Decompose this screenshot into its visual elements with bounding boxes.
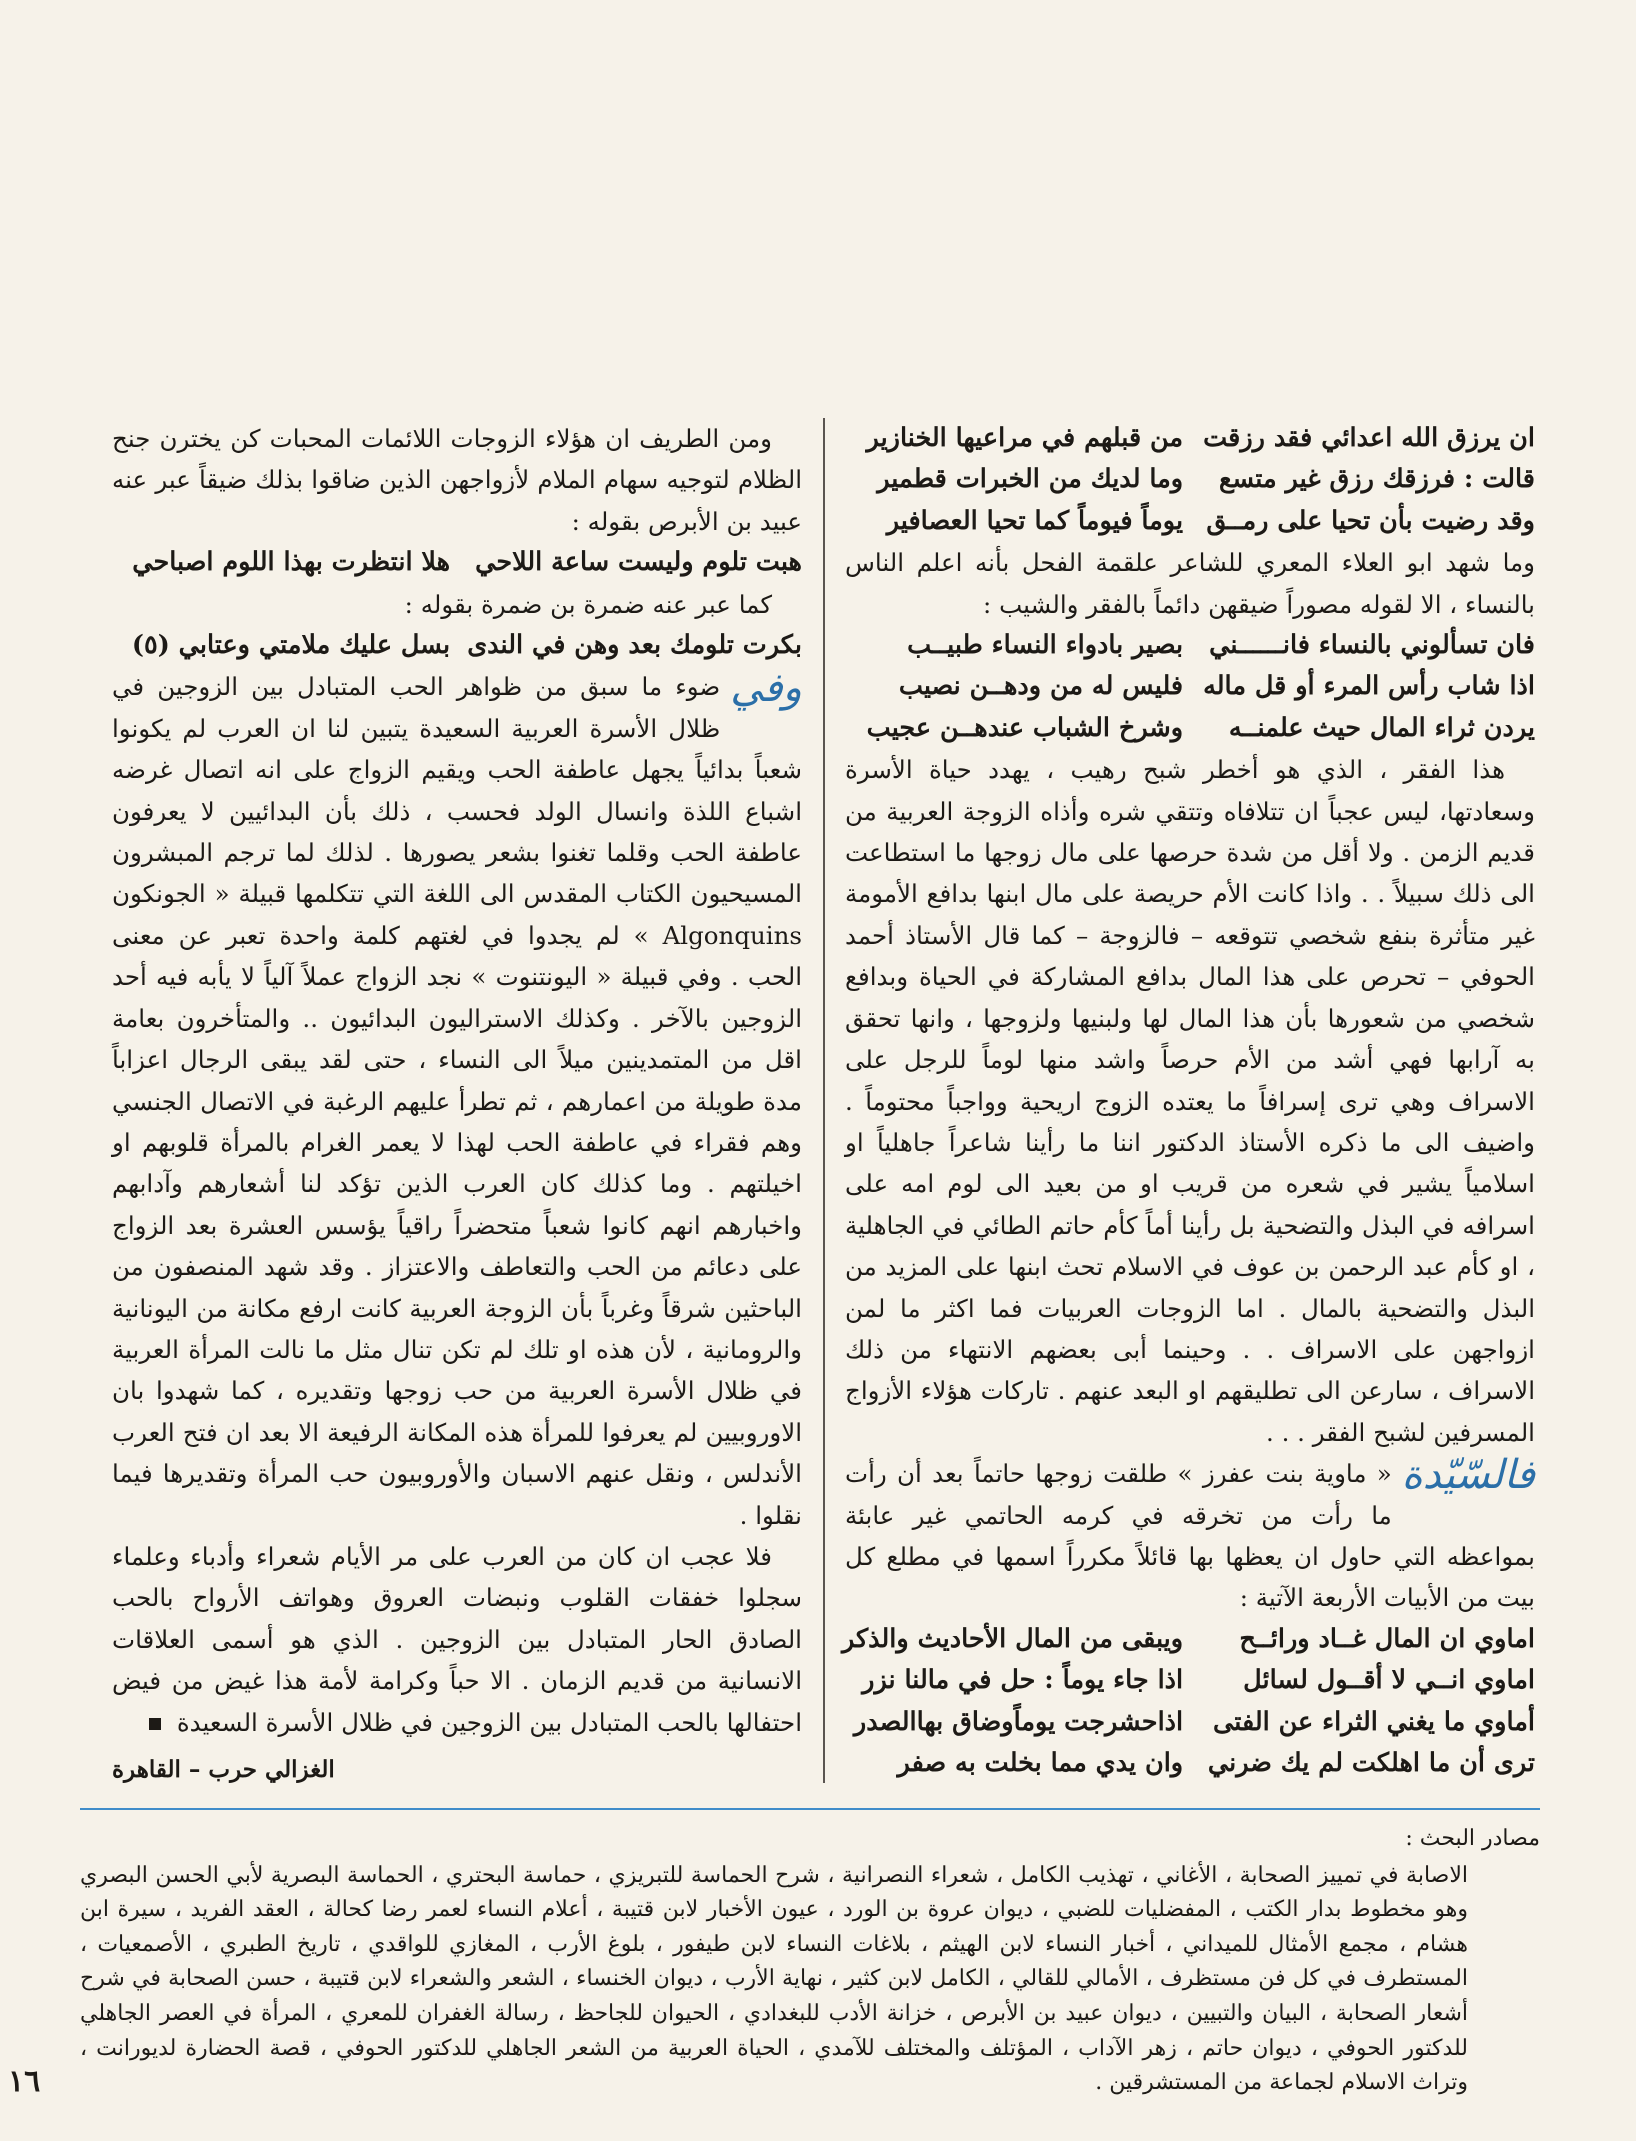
poem-verse [845, 1702, 1535, 1743]
sources-text: الاصابة في تمييز الصحابة ، الأغاني ، تهذيب الكامل ، شعراء النصرانية ، شرح الحماسة للتبريزي ، حماسة البحتري ، الحماسة البصرية لأبي الحسن البصري وهو مخطوط بدار الكتب ، المفضليات للضبي ، ديوان عروة بن الورد ، عيون الأخبار لابن قتيبة ، أعلام النساء لعمر رضا كحالة ، العقد الفريد ، سيرة ابن هشام ، مجمع الأمثال للميداني ، أخبار النساء لابن الهيثم ، بلاغات النساء لابن طيفور ، بلوغ الأرب ، المغازي للواقدي ، تاريخ الطبري ، الأصمعيات ، المستطرف في كل فن مستظرف ، الأمالي للقالي ، الكامل لابن كثير ، نهاية الأرب ، ديوان الخنساء ، الشعر والشعراء لابن قتيبة ، حسن الصحابة في شرح أشعار الصحابة ، البيان والتبيين ، ديوان عبيد بن الأبرص ، خزانة الأدب للبغدادي ، الحيوان للجاحظ ، رسالة الغفران للمعري ، المرأة في العصر الجاهلي للدكتور الحوفي ، ديوان حاتم ، زهر الآداب ، المؤتلف والمختلف للآمدي ، الحياة العربية من الشعر الجاهلي للدكتور الحوفي ، قصة الحضارة لديورانت ، وتراث الاسلام لجماعة من المستشرقين . [80, 1862, 1468, 2096]
verse-hemistich: بصير بادواء النساء طبيــب [907, 630, 1184, 661]
verse-hemistich: يردن ثراء المال حيث علمنــه [1228, 712, 1535, 743]
poem-verse [112, 625, 802, 666]
verse-hemistich: هبت تلوم وليست ساعة اللاحي [475, 547, 802, 578]
verse-hemistich: اذا جاء يوماً : حل في مالنا نزر [862, 1665, 1184, 1696]
paragraph [845, 1453, 1535, 1619]
paragraph-text: « ماوية بنت عفرز » طلقت زوجها حاتماً بعد أن رأت ما رأت من تخرقه في كرمه الحاتمي غير عابئة بمواعظه التي حاول ان يعظها بها قائلاً مكرراً اسمها في مطلع كل بيت من الأبيات الأربعة الآتية : [845, 1459, 1535, 1613]
verse-hemistich: ان يرزق الله اعدائي فقد رزقت [1203, 423, 1535, 453]
paragraph [112, 666, 802, 1536]
sources-section [80, 1822, 1540, 2101]
verse-hemistich: اماوي انــي لا أقــول لسائل [1243, 1665, 1535, 1696]
column-divider [823, 418, 825, 1783]
right-column [841, 418, 1535, 1784]
paragraph: وما شهد ابو العلاء المعري للشاعر علقمة الفحل بأنه اعلم الناس بالنساء ، الا لقوله مصوراً ضيقهن دائماً بالفقر والشيب : [845, 548, 1535, 619]
footer-rule [80, 1808, 1540, 1810]
paragraph: ومن الطريف ان هؤلاء الزوجات اللائمات المحبات كن يخترن جنح الظلام لتوجيه سهام الملام لأزواجهن الذين ضاقوا بذلك ضيقاً عبر عنه عبيد بن الأبرص بقوله : [112, 424, 802, 536]
poem-verse [845, 418, 1535, 459]
poem-verse [845, 1660, 1535, 1701]
paragraph: هذا الفقر ، الذي هو أخطر شبح رهيب ، يهدد حياة الأسرة وسعادتها، ليس عجباً ان تتلافاه وتتقي شره وأذاه الزوجة العربية من قديم الزمن . ولا أقل من شدة حرصها على مال زوجها ما استطاعت الى ذلك سبيلاً . . واذا كانت الأم حريصة على مال ابنها بدافع الأمومة غير متأثرة بنفع شخصي تتوقعه – فالزوجة – كما قال الأستاذ أحمد الحوفي – تحرص على هذا المال بدافع المشاركة في الحياة وبدافع شخصي من شعورها بأن هذا المال لها ولبنيها ولزوجها ، وانها تحقق به آرابها فهي أشد من الأم حرصاً واشد منها لوماً للرجل على الاسراف وهي ترى إسرافاً ما يعتده الزوج اريحية وواجباً محتوماً . واضيف الى ما ذكره الأستاذ الدكتور اننا ما رأينا شاعراً جاهلياً او اسلامياً يشير في شعره من قريب او من بعيد الى لوم امه على اسرافه في البذل والتضحية بل رأينا أماً كأم حاتم الطائي في الجاهلية ، او كأم عبد الرحمن بن عوف في الاسلام تحث ابنها على المزيد من البذل والتضحية بالمال . اما الزوجات العربيات فما اكثر ما لمن ازواجهن على الاسراف . . وحينما أبى بعضهم الانتهاء من ذلك الاسراف ، سارعن الى تطليقهم او البعد عنهم . تاركات هؤلاء الأزواج المسرفين لشبح الفقر . . . [845, 755, 1535, 1447]
author-signature: الغزالي حرب – القاهرة [112, 1756, 335, 1783]
verse-hemistich: بكرت تلومك بعد وهن في الندى [467, 630, 802, 661]
verse-hemistich: ترى أن ما اهلكت لم يك ضرني [1207, 1748, 1535, 1778]
verse-hemistich: هلا انتظرت بهذا اللوم اصباحي [132, 547, 451, 578]
verse-hemistich: بسل عليك ملامتي وعتابي (٥) [131, 630, 451, 661]
dropcap: فالسّيّدة [1401, 1452, 1535, 1499]
verse-hemistich: يوماً فيوماً كما تحيا العصافير [886, 505, 1184, 536]
paragraph-text: ضوء ما سبق من ظواهر الحب المتبادل بين الزوجين في ظلال الأسرة العربية السعيدة يتبين لنا ان العرب لم يكونوا شعباً بدائياً يجهل عاطفة الحب ويقيم الزواج على انه اتصال غرضه اشباع اللذة وانسال الولد فحسب ، ذلك بأن البدائيين لا يعرفون عاطفة الحب وقلما تغنوا بشعر يصورها . لذلك لما ترجم المبشرون المسيحيون الكتاب المقدس الى اللغة التي تتكلمها قبيلة « الجونكون Algonquins » لم يجدوا في لغتهم كلمة واحدة تعبر عن معنى الحب . وفي قبيلة « اليونتنوت » نجد الزواج عملاً آلياً لا يأبه فيه أحد الزوجين بالآخر . وكذلك الاستراليون البدائيون .. والمتأخرون بعامة اقل من المتمدينين ميلاً الى النساء ، حتى لقد يبقى الرجال اعزاباً مدة طويلة من اعمارهم ، ثم تطرأ عليهم الرغبة في الاتصال الجنسي وهم فقراء في عاطفة الحب لهذا لا يعمر الغرام بالمرأة قلوبهم او اخيلتهم . وما كذلك كان العرب الذين تؤكد لنا أشعارهم وآدابهم واخبارهم انهم كانوا شعباً متحضراً راقياً يؤسس العشرة بعد الزواج على دعائم من الحب والتعاطف والاعتزاز . وقد شهد المنصفون من الباحثين شرقاً وغرباً بأن الزوجة العربية كانت ارفع مكانة من اليونانية والرومانية ، لأن هذه او تلك لم تكن تنال مثل ما نالت المرأة العربية في ظلال الأسرة العربية من حب زوجها وتقديره ، كما شهدوا بان الاوروبيين لم يعرفوا للمرأة هذه المكانة الرفيعة الا بعد ان فتح العرب الأندلس ، ونقل عنهم الاسبان والأوروبيون حب المرأة وتقديرها فيما نقلوا . [112, 672, 802, 1530]
verse-hemistich: فليس له من ودهــن نصيب [898, 671, 1184, 702]
poem-verse [841, 1619, 1535, 1660]
verse-hemistich: وقد رضيت بأن تحيا على رمــق [1206, 505, 1535, 536]
verse-hemistich: أماوي ما يغني الثراء عن الفتى [1213, 1706, 1535, 1737]
poem-verse [845, 501, 1535, 542]
verse-hemistich: وما لديك من الخبرات قطمير [877, 464, 1184, 495]
poem-verse [845, 625, 1535, 666]
end-of-article-mark [149, 1718, 161, 1730]
verse-hemistich: اذا شاب رأس المرء أو قل ماله [1203, 671, 1535, 702]
poem-verse [112, 542, 802, 583]
paragraph: كما عبر عنه ضمرة بن ضمرة بقوله : [404, 589, 772, 619]
verse-hemistich: وان يدي مما بخلت به صفر [897, 1748, 1184, 1778]
poem-verses-2 [845, 625, 1535, 749]
verse-hemistich: اذاحشرجت يوماًوضاق بهاالصدر [853, 1706, 1184, 1737]
poem-verse [845, 459, 1535, 500]
verse-hemistich: من قبلهم في مراعيها الخنازير [866, 423, 1184, 453]
page-number: ١٦ [8, 2064, 41, 2099]
verse-hemistich: فان تسألوني بالنساء فانــــــني [1209, 630, 1535, 661]
verse-hemistich: وشرخ الشباب عندهــن عجيب [866, 712, 1184, 743]
paragraph-text: فلا عجب ان كان من العرب على مر الأيام شعراء وأدباء وعلماء سجلوا خفقات القلوب ونبضات العروق وهواتف الأرواح بالحب الصادق الحار المتبادل بين الزوجين . الذي هو أسمى العلاقات الانسانية من قديم الزمان . الا حباً وكرامة لأمة هذا غيض من فيض احتفالها بالحب المتبادل بين الزوجين في ظلال الأسرة السعيدة [112, 1541, 802, 1737]
poem-verse [845, 666, 1535, 707]
sources-title: مصادر البحث : [1405, 1826, 1540, 1851]
poem-verse [845, 1743, 1535, 1784]
dropcap: وفي [730, 665, 802, 712]
verse-hemistich: ويبقى من المال الأحاديث والذكر [841, 1623, 1184, 1654]
poem-verses-3 [841, 1619, 1535, 1785]
left-column [112, 418, 802, 1743]
verse-hemistich: قالت : فرزقك رزق غير متسع [1218, 464, 1535, 495]
verse-hemistich: اماوي ان المال غــاد ورائــح [1239, 1623, 1535, 1654]
paragraph [112, 1536, 802, 1743]
poem-verses-1 [845, 418, 1535, 542]
poem-verse [845, 708, 1535, 749]
